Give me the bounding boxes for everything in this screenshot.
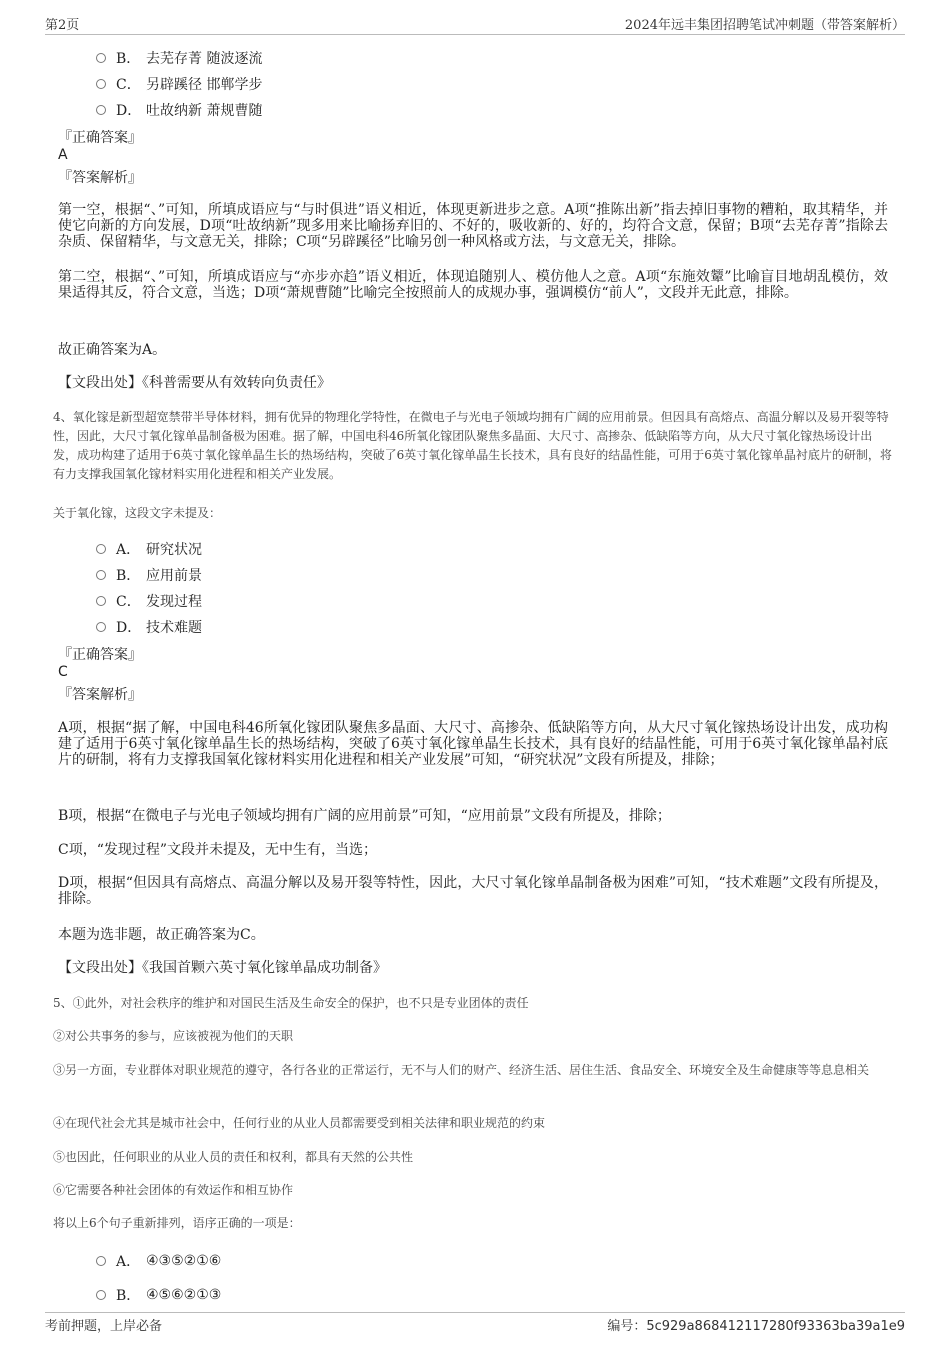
q4-option-a[interactable]: A． 研究状况 <box>96 539 202 559</box>
radio-icon[interactable] <box>96 105 106 115</box>
q5-sentence-6: ⑥它需要各种社会团体的有效运作和相互协作 <box>53 1183 294 1197</box>
q4-analysis-label: 『答案解析』 <box>58 687 142 703</box>
q5-option-b[interactable]: B． ④⑤⑥②①③ <box>96 1285 221 1305</box>
q4-analysis-b: B项，根据“在微电子与光电子领域均拥有广阔的应用前景”可知，“应用前景”文段有所提及，排除； <box>58 808 671 824</box>
q4-source: 【文段出处】《我国首颗六英寸氧化镓单晶成功制备》 <box>58 960 387 976</box>
q4-analysis-conclusion: 本题为选非题，故正确答案为C。 <box>58 927 265 943</box>
q3-option-c[interactable]: C． 另辟蹊径 邯郸学步 <box>96 74 262 94</box>
radio-icon[interactable] <box>96 53 106 63</box>
q4-option-b[interactable]: B． 应用前景 <box>96 565 202 585</box>
q5-sentence-2: ②对公共事务的参与，应该被视为他们的天职 <box>53 1029 294 1043</box>
q4-answer: C <box>58 664 68 680</box>
radio-icon[interactable] <box>96 1256 106 1266</box>
q3-analysis-label: 『答案解析』 <box>58 170 142 186</box>
q4-question: 关于氧化镓，这段文字未提及： <box>53 506 222 520</box>
q4-stem: 4、氧化镓是新型超宽禁带半导体材料，拥有优异的物理化学特性，在微电子与光电子领域均拥有广阔的应用前景。但因具有高熔点、高温分解以及易开裂等特性，因此，大尺寸氧化镓单晶制备极为困难。据了解，中国电科46所氧化镓团队聚焦多晶面、大尺寸、高掺杂、低缺陷等方向，从大尺寸氧化镓热场设计出发，成功构建了适用于6英寸氧化镓单晶生长的热场结构，突破了6英寸氧化镓单晶生长技术，具有良好的结晶性能，可用于6英寸氧化镓单晶衬底片的研制，将有力支撑我国氧化镓材料实用化进程和相关产业发展。 <box>53 410 892 481</box>
document-code: 编号：5c929a868412117280f93363ba39a1e9 <box>607 1319 905 1334</box>
q4-answer-label: 『正确答案』 <box>58 647 142 663</box>
q5-sentence-1: 5、①此外，对社会秩序的维护和对国民生活及生命安全的保护，也不只是专业团体的责任 <box>53 996 529 1010</box>
q3-answer-label: 『正确答案』 <box>58 130 142 146</box>
q5-option-a[interactable]: A． ④③⑤②①⑥ <box>96 1251 221 1271</box>
page-number: 第2页 <box>45 18 80 33</box>
page-header <box>45 14 905 35</box>
q5-question: 将以上6个句子重新排列，语序正确的一项是： <box>53 1216 301 1230</box>
q5-sentence-5: ⑤也因此，任何职业的从业人员的责任和权利，都具有天然的公共性 <box>53 1150 414 1164</box>
q5-sentence-4: ④在现代社会尤其是城市社会中，任何行业的从业人员都需要受到相关法律和职业规范的约束 <box>53 1116 546 1130</box>
q3-analysis-2: 第二空，根据“、”可知，所填成语应与“亦步亦趋”语义相近，体现追随别人、模仿他人之意。A项“东施效颦”比喻盲目地胡乱模仿，效果适得其反，符合文意，当选；D项“萧规曹随”比喻完全按照前人的成规办事，强调模仿“前人”，文段并无此意，排除。 <box>58 269 888 301</box>
radio-icon[interactable] <box>96 79 106 89</box>
q3-analysis-1: 第一空，根据“、”可知，所填成语应与“与时俱进”语义相近，体现更新进步之意。A项“推陈出新”指去掉旧事物的糟粕，取其精华，并使它向新的方向发展，D项“吐故纳新”现多用来比喻扬弃旧的、不好的，吸收新的、好的，均符合文意，保留；B项“去芜存菁”指除去杂质、保留精华，与文意无关，排除；C项“另辟蹊径”比喻另创一种风格或方法，与文意无关，排除。 <box>58 202 888 250</box>
q4-option-c[interactable]: C． 发现过程 <box>96 591 202 611</box>
q4-analysis-c: C项，“发现过程”文段并未提及，无中生有，当选； <box>58 842 378 858</box>
document-title: 2024年远丰集团招聘笔试冲刺题（带答案解析） <box>624 18 905 33</box>
q4-analysis-a: A项，根据“据了解，中国电科46所氧化镓团队聚焦多晶面、大尺寸、高掺杂、低缺陷等方向，从大尺寸氧化镓热场设计出发，成功构建了适用于6英寸氧化镓单晶生长的热场结构，突破了6英寸氧化镓单晶生长技术，具有良好的结晶性能，可用于6英寸氧化镓单晶衬底片的研制，将有力支撑我国氧化镓材料实用化进程和相关产业发展”可知，“研究状况”文段有所提及，排除； <box>58 720 888 768</box>
radio-icon[interactable] <box>96 622 106 632</box>
radio-icon[interactable] <box>96 544 106 554</box>
q4-option-d[interactable]: D． 技术难题 <box>96 617 202 637</box>
q3-source: 【文段出处】《科普需要从有效转向负责任》 <box>58 375 331 391</box>
radio-icon[interactable] <box>96 1290 106 1300</box>
radio-icon[interactable] <box>96 596 106 606</box>
radio-icon[interactable] <box>96 570 106 580</box>
q4-analysis-d: D项，根据“但因具有高熔点、高温分解以及易开裂等特性，因此，大尺寸氧化镓单晶制备极为困难”可知，“技术难题”文段有所提及，排除。 <box>58 875 888 907</box>
footer-slogan: 考前押题，上岸必备 <box>45 1319 163 1334</box>
q3-analysis-3: 故正确答案为A。 <box>58 342 167 358</box>
q5-sentence-3: ③另一方面，专业群体对职业规范的遵守，各行各业的正常运行，无不与人们的财产、经济生活、居住生活、食品安全、环境安全及生命健康等等息息相关 <box>53 1063 870 1077</box>
q3-option-d[interactable]: D． 吐故纳新 萧规曹随 <box>96 100 262 120</box>
q3-option-b[interactable]: B． 去芜存菁 随波逐流 <box>96 48 262 68</box>
page-footer <box>45 1312 905 1335</box>
q3-answer: A <box>58 147 68 163</box>
